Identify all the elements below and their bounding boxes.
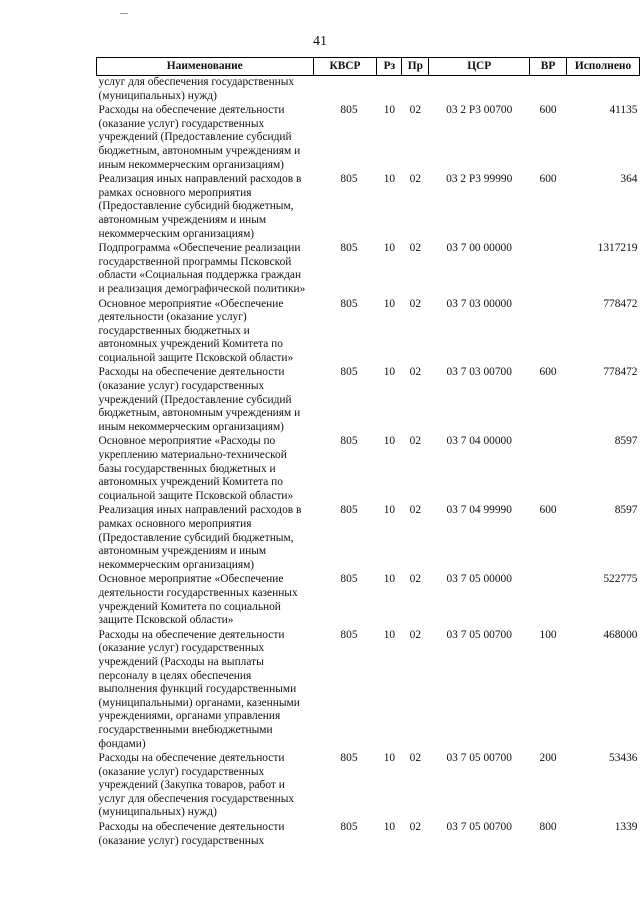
table-row — [97, 504, 640, 573]
name-line: услуг для обеспечения государственных — [98, 76, 295, 88]
name-line: деятельности (оказание услуг) — [98, 311, 247, 324]
name-line: рамках основного мероприятия — [98, 186, 252, 199]
table-row — [97, 366, 640, 435]
cell-pr: 02 — [409, 752, 422, 765]
header-rz: Рз — [377, 58, 402, 76]
cell-executed — [567, 76, 640, 105]
table-row — [97, 298, 640, 367]
cell-kvsr: 805 — [340, 628, 358, 641]
cell-name — [97, 821, 314, 849]
cell-executed: 778472 — [603, 297, 638, 310]
cell-rz: 10 — [383, 573, 396, 586]
cell-kvsr — [313, 76, 377, 105]
cell-csr — [429, 76, 530, 105]
name-line: базы государственных бюджетных и — [98, 462, 276, 475]
cell-executed: 468000 — [603, 628, 638, 641]
cell-vr: 600 — [539, 104, 557, 117]
cell-name — [97, 104, 314, 173]
cell-pr: 02 — [409, 821, 422, 834]
cell-kvsr: 805 — [340, 297, 358, 310]
name-line: укреплению материально-технической — [98, 449, 287, 462]
name-line: (муниципальными) органами, казенными — [98, 696, 300, 709]
name-line: (оказание услуг) государственных — [98, 642, 265, 655]
name-line: деятельности государственных казенных — [98, 586, 298, 599]
name-line: автономных учреждений Комитета по — [98, 476, 283, 489]
cell-name — [97, 435, 314, 504]
cell-rz: 10 — [383, 297, 396, 310]
header-name: Наименование — [97, 58, 314, 76]
table-row — [97, 821, 640, 849]
cell-executed: 522775 — [603, 573, 638, 586]
cell-vr: 600 — [539, 173, 557, 186]
cell-pr: 02 — [409, 297, 422, 310]
name-line: учреждений (Закупка товаров, работ и — [98, 779, 285, 792]
name-line: Основное мероприятие «Обеспечение — [98, 573, 284, 586]
name-line: защите Псковской области» — [98, 614, 234, 627]
cell-csr: 03 7 04 99990 — [446, 504, 512, 517]
name-line: (оказание услуг) государственных — [98, 117, 265, 130]
cell-rz: 10 — [383, 242, 396, 255]
page-number: 41 — [313, 34, 327, 49]
cell-executed: 1317219 — [597, 242, 638, 255]
name-line: Расходы на обеспечение деятельности — [98, 628, 285, 641]
cell-rz: 10 — [383, 628, 396, 641]
cell-executed: 1339 — [614, 821, 638, 834]
cell-name — [97, 76, 314, 105]
cell-vr — [530, 573, 567, 628]
name-line: (оказание услуг) государственных — [98, 765, 265, 778]
cell-kvsr: 805 — [340, 173, 358, 186]
cell-vr: 100 — [539, 628, 557, 641]
budget-table — [96, 57, 640, 849]
cell-vr: 600 — [539, 366, 557, 379]
name-line: персоналу в целях обеспечения — [98, 669, 252, 682]
header-vr: ВР — [530, 58, 567, 76]
cell-csr: 03 7 00 00000 — [446, 242, 512, 255]
cell-kvsr: 805 — [340, 752, 358, 765]
cell-vr — [530, 298, 567, 367]
name-line: Реализация иных направлений расходов в — [98, 173, 302, 186]
cell-rz: 10 — [383, 435, 396, 448]
name-line: (Предоставление субсидий бюджетным, — [98, 200, 294, 213]
name-line: социальной защите Псковской области» — [98, 351, 294, 364]
name-line: учреждений (Расходы на выплаты — [98, 655, 264, 668]
name-line: Расходы на обеспечение деятельности — [98, 104, 285, 117]
cell-rz: 10 — [383, 104, 396, 117]
name-line: бюджетным, автономным учреждениям и — [98, 407, 301, 420]
cell-csr: 03 7 05 00700 — [446, 628, 512, 641]
cell-rz: 10 — [383, 173, 396, 186]
name-line: учреждений Комитета по социальной — [98, 600, 281, 613]
name-line: (Предоставление субсидий бюджетным, — [98, 531, 294, 544]
cell-pr: 02 — [409, 366, 422, 379]
name-line: Подпрограмма «Обеспечение реализации — [98, 242, 301, 255]
name-line: государственной программы Псковской — [98, 255, 292, 268]
name-line: иным некоммерческим организациям) — [98, 420, 284, 433]
name-line: фондами) — [98, 737, 146, 750]
table-row — [97, 242, 640, 297]
name-line: учреждений (Предоставление субсидий — [98, 131, 292, 144]
table-row — [97, 435, 640, 504]
cell-csr: 03 7 03 00700 — [446, 366, 512, 379]
name-line: Расходы на обеспечение деятельности — [98, 821, 285, 834]
table-row — [97, 76, 640, 105]
cell-name — [97, 629, 314, 752]
cell-executed: 8597 — [614, 504, 638, 517]
header-executed: Исполнено — [567, 58, 640, 76]
name-line: и реализация демографической политики» — [98, 282, 306, 295]
cell-kvsr: 805 — [340, 242, 358, 255]
cell-pr: 02 — [409, 504, 422, 517]
cell-kvsr: 805 — [340, 573, 358, 586]
header-pr: Пр — [402, 58, 429, 76]
cell-pr — [402, 76, 429, 105]
cell-rz: 10 — [383, 504, 396, 517]
cell-rz — [377, 76, 402, 105]
name-line: государственными внебюджетными — [98, 723, 273, 736]
cell-vr: 800 — [539, 821, 557, 834]
cell-name — [97, 504, 314, 573]
table-row — [97, 629, 640, 752]
table-header-row — [97, 58, 640, 76]
cell-kvsr: 805 — [340, 821, 358, 834]
name-line: учреждений (Предоставление субсидий — [98, 393, 292, 406]
cell-csr: 03 7 05 00700 — [446, 821, 512, 834]
name-line: Расходы на обеспечение деятельности — [98, 366, 285, 379]
cell-kvsr: 805 — [340, 104, 358, 117]
cell-name — [97, 366, 314, 435]
cell-vr: 600 — [539, 504, 557, 517]
cell-executed: 778472 — [603, 366, 638, 379]
cell-rz: 10 — [383, 366, 396, 379]
cell-kvsr: 805 — [340, 435, 358, 448]
name-line: некоммерческим организациям) — [98, 558, 255, 571]
name-line: Расходы на обеспечение деятельности — [98, 752, 285, 765]
cell-csr: 03 7 05 00000 — [446, 573, 512, 586]
name-line: автономным учреждениям и иным — [98, 213, 267, 226]
name-line: услуг для обеспечения государственных — [98, 792, 295, 805]
header-kvsr: КВСР — [313, 58, 377, 76]
cell-csr: 03 7 05 00700 — [446, 752, 512, 765]
scan-artifact — [120, 13, 128, 14]
cell-pr: 02 — [409, 242, 422, 255]
name-line: области «Социальная поддержка граждан — [98, 269, 302, 282]
cell-vr: 200 — [539, 752, 557, 765]
cell-name — [97, 242, 314, 297]
cell-name — [97, 752, 314, 821]
cell-executed: 364 — [620, 173, 638, 186]
table-body — [97, 76, 640, 850]
name-line: (муниципальных) нужд) — [98, 806, 217, 819]
name-line: выполнения функций государственными — [98, 683, 297, 696]
cell-name — [97, 173, 314, 242]
cell-pr: 02 — [409, 573, 422, 586]
table-row — [97, 173, 640, 242]
cell-kvsr: 805 — [340, 366, 358, 379]
cell-executed: 53436 — [609, 752, 638, 765]
header-csr: ЦСР — [429, 58, 530, 76]
name-line: некоммерческим организациям) — [98, 227, 255, 240]
cell-pr: 02 — [409, 435, 422, 448]
cell-executed: 41135 — [609, 104, 638, 117]
cell-csr: 03 7 04 00000 — [446, 435, 512, 448]
cell-name — [97, 298, 314, 367]
name-line: (оказание услуг) государственных — [98, 834, 265, 847]
name-line: социальной защите Псковской области» — [98, 489, 294, 502]
cell-pr: 02 — [409, 104, 422, 117]
name-line: Реализация иных направлений расходов в — [98, 504, 302, 517]
name-line: бюджетным, автономным учреждениям и — [98, 144, 301, 157]
cell-vr — [530, 435, 567, 504]
cell-kvsr: 805 — [340, 504, 358, 517]
name-line: иным некоммерческим организациям) — [98, 158, 284, 171]
cell-pr: 02 — [409, 628, 422, 641]
name-line: Основное мероприятие «Обеспечение — [98, 297, 284, 310]
name-line: автономным учреждениям и иным — [98, 545, 267, 558]
name-line: Основное мероприятие «Расходы по — [98, 435, 276, 448]
cell-executed: 8597 — [614, 435, 638, 448]
table-row — [97, 573, 640, 628]
name-line: (оказание услуг) государственных — [98, 380, 265, 393]
cell-rz: 10 — [383, 752, 396, 765]
cell-csr: 03 7 03 00000 — [446, 297, 512, 310]
name-line: учреждениями, органами управления — [98, 710, 281, 723]
name-line: рамках основного мероприятия — [98, 518, 252, 530]
table-row — [97, 104, 640, 173]
cell-vr — [530, 76, 567, 105]
table-row — [97, 752, 640, 821]
name-line: (муниципальных) нужд) — [98, 89, 217, 102]
cell-name — [97, 573, 314, 628]
cell-csr: 03 2 Р3 00700 — [446, 104, 513, 117]
name-line: автономных учреждений Комитета по — [98, 338, 283, 351]
cell-rz: 10 — [383, 821, 396, 834]
cell-pr: 02 — [409, 173, 422, 186]
cell-csr: 03 2 Р3 99990 — [446, 173, 513, 186]
cell-vr — [530, 242, 567, 297]
name-line: государственных бюджетных и — [98, 324, 250, 337]
